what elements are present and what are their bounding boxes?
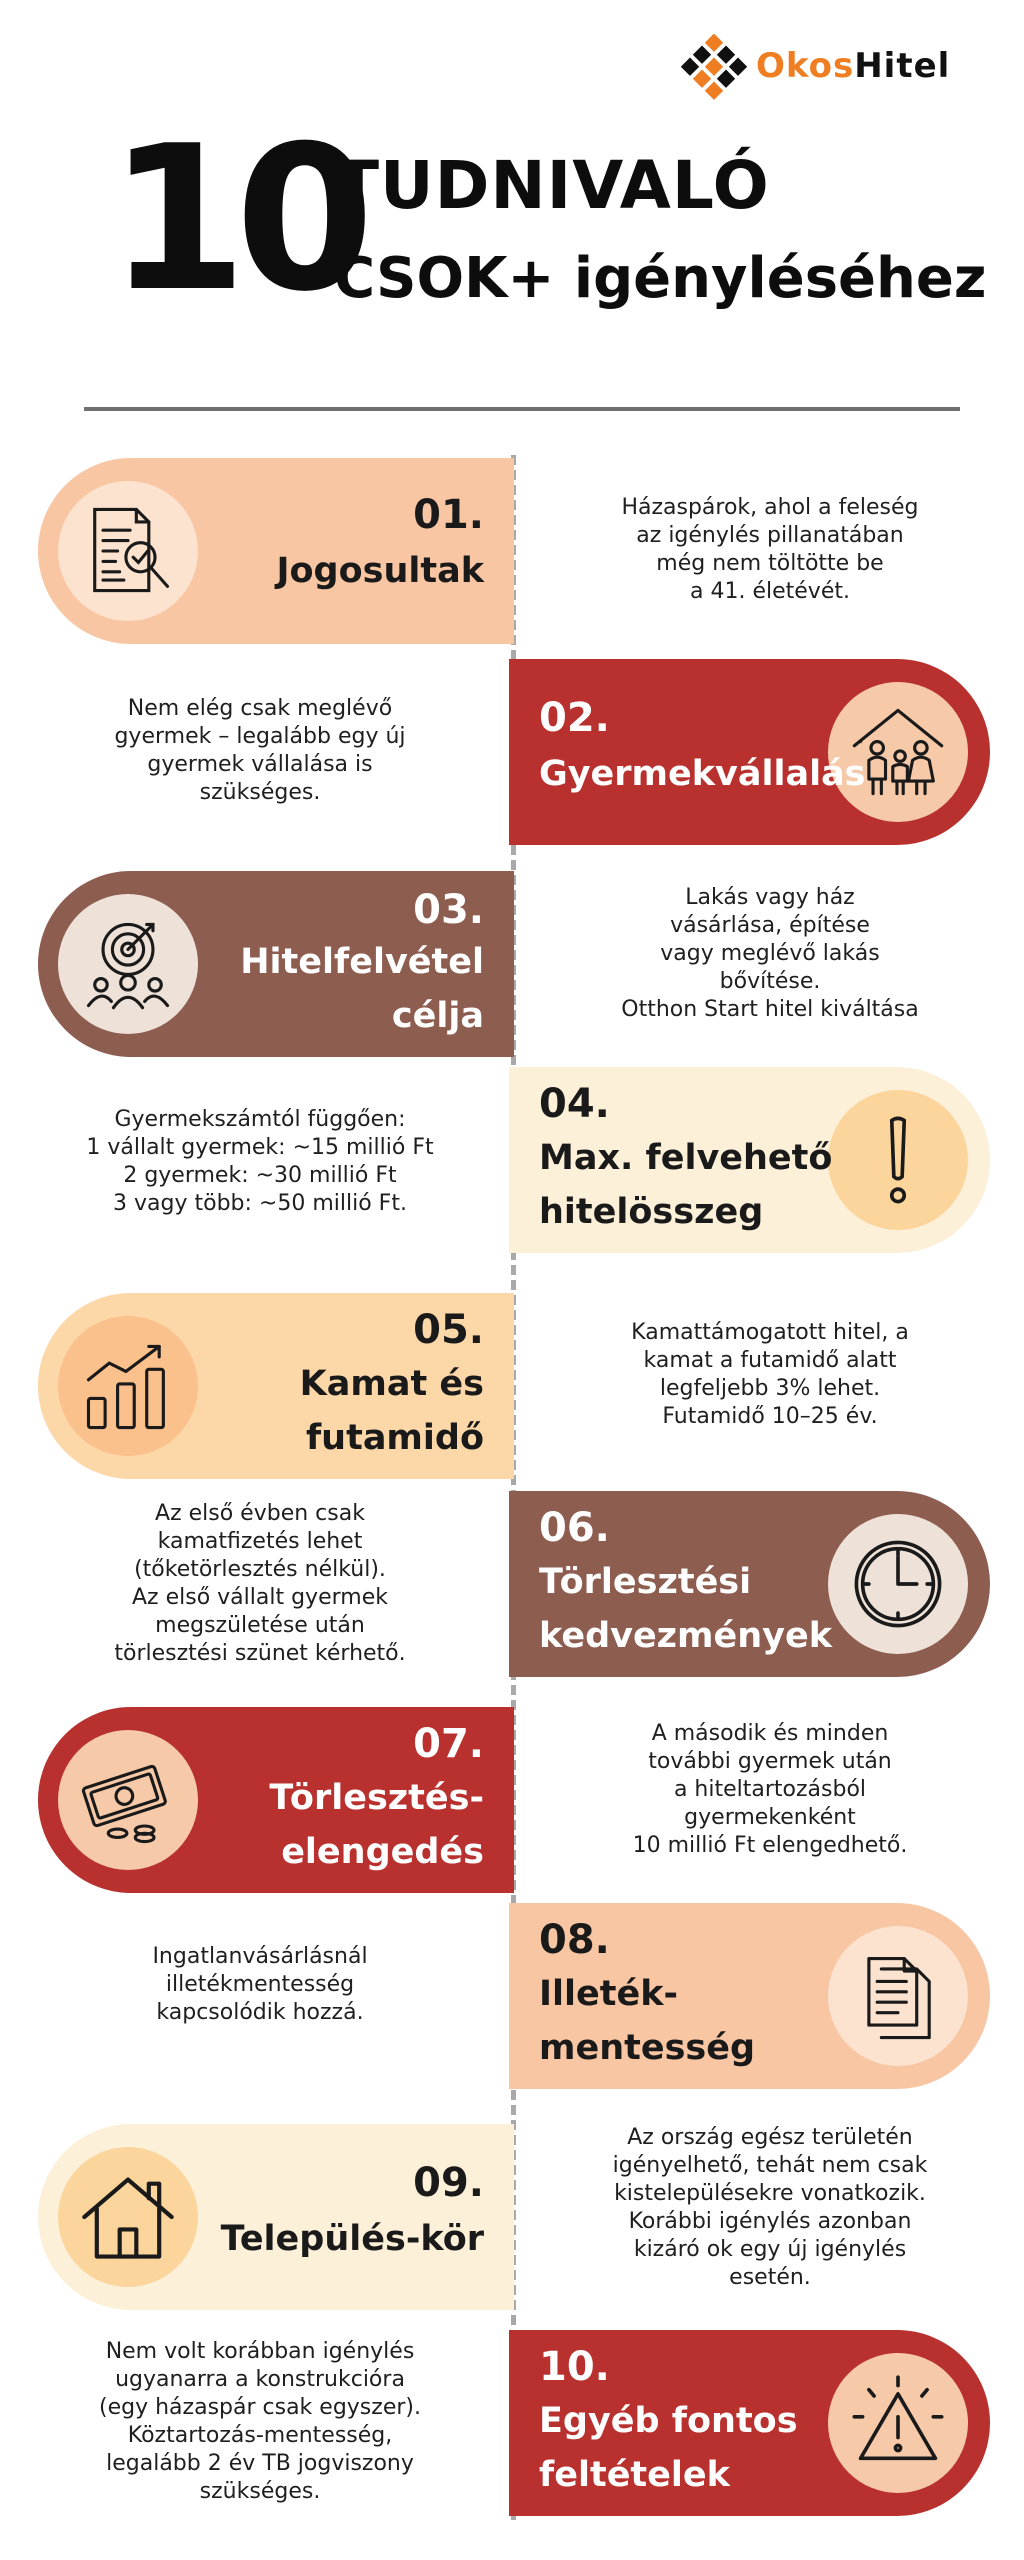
- item-03-title-line1: Hitelfelvétel: [240, 942, 484, 982]
- desc-line: legfeljebb 3% lehet.: [659, 1376, 881, 1401]
- item-07-title-line2: elengedés: [281, 1832, 484, 1872]
- item-07-pill: [38, 1707, 514, 1893]
- item-04-title-line2: hitelösszeg: [539, 1192, 764, 1232]
- item-07-icon-badge: [58, 1730, 198, 1870]
- target-people-icon: [76, 912, 180, 1016]
- item-06-icon-badge: [828, 1514, 968, 1654]
- desc-line: gyermek vállalása is: [147, 752, 373, 777]
- item-03-icon-badge: [58, 894, 198, 1034]
- desc-line: megszületése után: [155, 1613, 365, 1638]
- desc-line: Lakás vagy ház: [685, 885, 855, 910]
- desc-line: Az első évben csak: [155, 1501, 365, 1526]
- desc-line: kapcsolódik hozzá.: [156, 2000, 364, 2025]
- item-04-pill: [509, 1067, 990, 1253]
- item-03-number: 03.: [413, 887, 484, 933]
- desc-line: Az ország egész területén: [627, 2125, 913, 2150]
- desc-line: további gyermek után: [648, 1749, 892, 1774]
- brand-name-okos: Okos: [756, 46, 855, 86]
- item-01-icon-badge: [58, 481, 198, 621]
- desc-line: illetékmentesség: [165, 1972, 355, 1997]
- item-05-icon-badge: [58, 1316, 198, 1456]
- item-06-description: [0, 1500, 520, 1668]
- desc-line: a hiteltartozásból: [673, 1777, 867, 1802]
- documents-icon: [846, 1944, 950, 2048]
- item-06-title-line2: kedvezmények: [539, 1616, 833, 1656]
- item-06-title-line1: Törlesztési: [539, 1562, 752, 1602]
- desc-line: szükséges.: [199, 780, 321, 805]
- item-04-icon-badge: [828, 1090, 968, 1230]
- desc-line: Kamattámogatott hitel, a: [631, 1320, 909, 1345]
- desc-line: Gyermekszámtól függően:: [114, 1107, 406, 1132]
- desc-line: a 41. életévét.: [690, 579, 850, 604]
- item-07-description: [520, 1720, 1020, 1860]
- desc-line: Korábbi igénylés azonban: [628, 2209, 912, 2234]
- item-09-icon-badge: [58, 2147, 198, 2287]
- house-icon: [76, 2165, 180, 2269]
- item-07-title-line1: Törlesztés-: [269, 1778, 484, 1818]
- warning-icon: [846, 2371, 950, 2475]
- desc-line: Köztartozás-mentesség,: [127, 2423, 393, 2448]
- item-07-number: 07.: [413, 1721, 484, 1767]
- item-09-pill: [38, 2124, 514, 2310]
- money-icon: [76, 1748, 180, 1852]
- page-title-line1: TUDNIVALÓ: [334, 147, 770, 224]
- desc-line: kistelepülésekre vonatkozik.: [614, 2181, 926, 2206]
- item-08-description: [0, 1943, 520, 2027]
- item-02-description: [0, 695, 520, 807]
- item-06-pill: [509, 1491, 990, 1677]
- desc-line: Nem elég csak meglévő: [127, 696, 393, 721]
- item-03-title-line2: célja: [391, 996, 484, 1036]
- desc-line: Otthon Start hitel kiváltása: [621, 997, 919, 1022]
- item-08-number: 08.: [539, 1917, 610, 1963]
- item-08-pill: [509, 1903, 990, 2089]
- desc-line: esetén.: [729, 2265, 811, 2290]
- item-02-title: Gyermekvállalás: [539, 754, 866, 794]
- item-04-description: [0, 1106, 520, 1218]
- brand-name-hitel: Hitel: [854, 46, 951, 86]
- logo-mark-icon: [678, 34, 750, 106]
- item-04-number: 04.: [539, 1081, 610, 1127]
- item-08-title-line2: mentesség: [539, 2028, 756, 2068]
- item-06-number: 06.: [539, 1505, 610, 1551]
- desc-line: kizáró ok egy új igénylés: [633, 2237, 907, 2262]
- item-01-description: [520, 494, 1020, 606]
- desc-line: Házaspárok, ahol a feleség: [621, 495, 919, 520]
- item-05-title-line2: futamidő: [305, 1418, 484, 1458]
- item-10-title-line1: Egyéb fontos: [539, 2401, 798, 2441]
- item-01-pill: [38, 458, 514, 644]
- desc-line: (egy házaspár csak egyszer).: [99, 2395, 421, 2420]
- desc-line: Az első vállalt gyermek: [132, 1585, 388, 1610]
- desc-line: 10 millió Ft elengedhető.: [632, 1833, 908, 1858]
- item-01-title: Jogosultak: [276, 551, 484, 591]
- item-01-number: 01.: [413, 492, 484, 538]
- item-05-title-line1: Kamat és: [299, 1364, 484, 1404]
- desc-line: szükséges.: [199, 2479, 321, 2504]
- item-02-number: 02.: [539, 695, 610, 741]
- desc-line: Futamidő 10–25 év.: [662, 1404, 878, 1429]
- desc-line: Ingatlanvásárlásnál: [152, 1944, 368, 1969]
- item-09-description: [520, 2124, 1020, 2292]
- item-10-icon-badge: [828, 2353, 968, 2493]
- desc-line: az igénylés pillanatában: [636, 523, 904, 548]
- header-number: 10: [108, 103, 363, 336]
- header-divider: [84, 407, 960, 411]
- desc-line: vásárlása, építése: [670, 913, 870, 938]
- desc-line: A második és minden: [651, 1721, 889, 1746]
- desc-line: 1 vállalt gyermek: ~15 millió Ft: [86, 1135, 434, 1160]
- desc-line: gyermekenként: [684, 1805, 856, 1830]
- item-03-pill: [38, 871, 514, 1057]
- bar-chart-icon: [76, 1334, 180, 1438]
- item-02-pill: [509, 659, 990, 845]
- desc-line: Nem volt korábban igénylés: [105, 2339, 415, 2364]
- item-09-number: 09.: [413, 2160, 484, 2206]
- desc-line: ugyanarra a konstrukcióra: [115, 2367, 405, 2392]
- item-08-icon-badge: [828, 1926, 968, 2066]
- desc-line: igényelhető, tehát nem csak: [612, 2153, 928, 2178]
- desc-line: (tőketörlesztés nélkül).: [134, 1557, 386, 1582]
- item-05-number: 05.: [413, 1307, 484, 1353]
- item-10-number: 10.: [539, 2344, 610, 2390]
- item-08-title-line1: Illeték-: [539, 1974, 679, 2014]
- brand-logo: [678, 30, 998, 110]
- page-title-line2: CSOK+ igényléséhez: [334, 246, 987, 311]
- desc-line: 2 gyermek: ~30 millió Ft: [123, 1163, 397, 1188]
- item-05-pill: [38, 1293, 514, 1479]
- desc-line: kamat a futamidő alatt: [643, 1348, 897, 1373]
- desc-line: bővítése.: [719, 969, 821, 994]
- item-03-description: [520, 884, 1020, 1024]
- desc-line: kamatfizetés lehet: [157, 1529, 363, 1554]
- item-10-pill: [509, 2330, 990, 2516]
- desc-line: törlesztési szünet kérhető.: [114, 1641, 406, 1666]
- desc-line: 3 vagy több: ~50 millió Ft.: [113, 1191, 407, 1216]
- desc-line: legalább 2 év TB jogviszony: [106, 2451, 414, 2476]
- item-10-description: [0, 2338, 520, 2506]
- document-search-icon: [76, 499, 180, 603]
- item-05-description: [520, 1319, 1020, 1431]
- desc-line: még nem töltötte be: [656, 551, 884, 576]
- item-10-title-line2: feltételek: [539, 2455, 730, 2495]
- exclamation-icon: [846, 1108, 950, 1212]
- clock-icon: [846, 1532, 950, 1636]
- item-09-title: Település-kör: [220, 2219, 484, 2259]
- item-04-title-line1: Max. felvehető: [539, 1138, 833, 1178]
- desc-line: gyermek – legalább egy új: [114, 724, 406, 749]
- desc-line: vagy meglévő lakás: [660, 941, 880, 966]
